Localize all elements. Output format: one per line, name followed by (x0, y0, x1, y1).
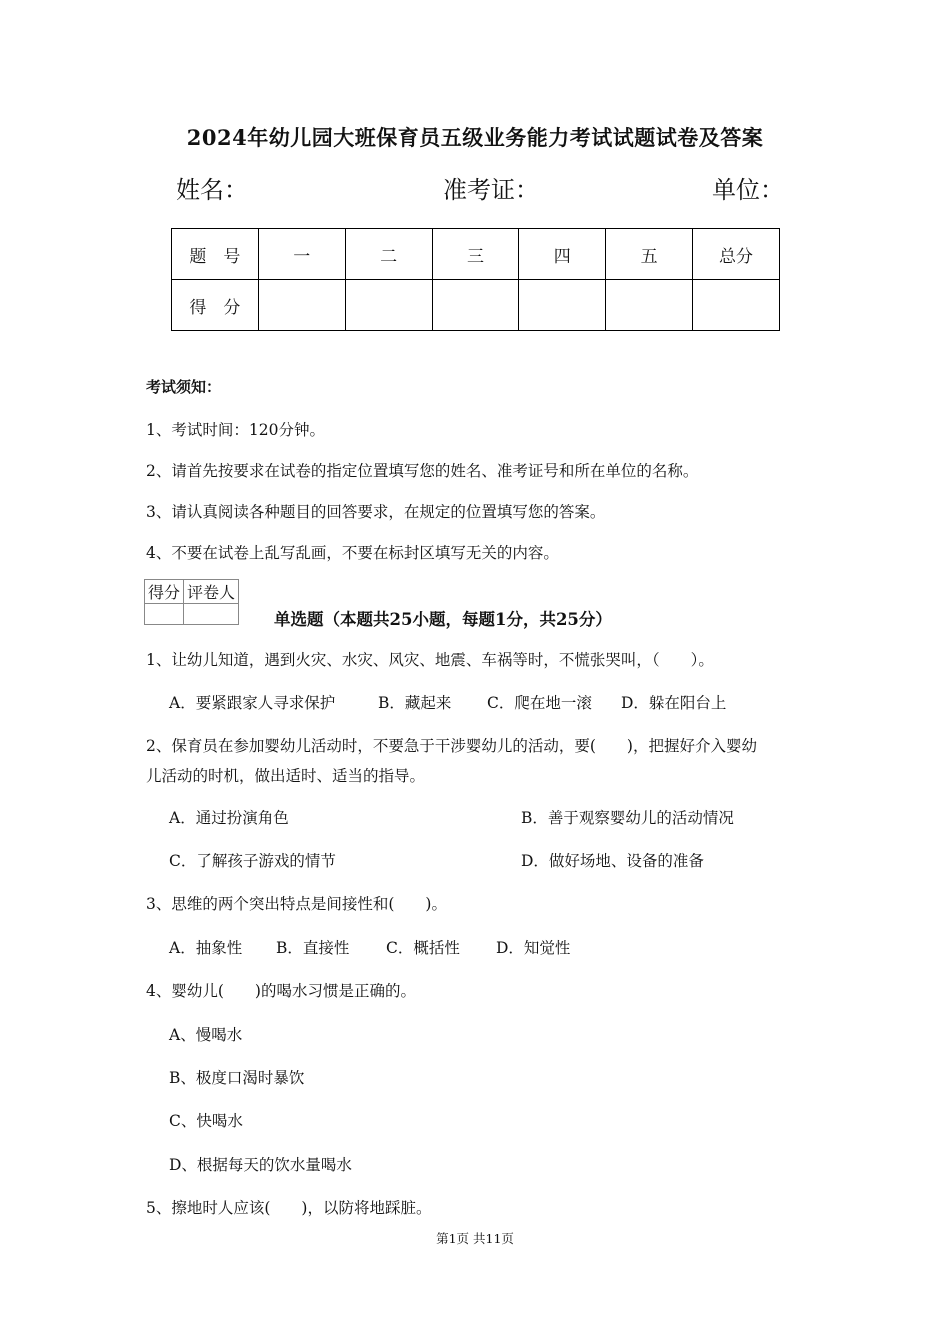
question-3-stem: 3、思维的两个突出特点是间接性和( )。 (146, 895, 447, 913)
question-1-option-b: B．藏起来 (378, 694, 452, 712)
page-title: 2024年幼儿园大班保育员五级业务能力考试试题试卷及答案 (186, 125, 764, 150)
question-1-option-d: D．躲在阳台上 (621, 694, 727, 712)
header-cell: 总分 (693, 229, 780, 280)
question-2-stem-line2: 儿活动的时机，做出适时、适当的指导。 (146, 767, 426, 785)
section-title: 单选题（本题共25小题，每题1分，共25分） (274, 610, 612, 629)
question-4-option-d: D、根据每天的饮水量喝水 (169, 1156, 352, 1174)
question-3-option-a: A．抽象性 (169, 939, 243, 957)
grader-score-label: 得分 (145, 580, 184, 604)
header-cell: 题 号 (172, 229, 259, 280)
header-cell: 三 (432, 229, 519, 280)
score-table-score-row (172, 280, 780, 331)
exam-id-label: 准考证： (443, 176, 539, 204)
question-3-option-b: B．直接性 (276, 939, 350, 957)
score-cell (345, 280, 432, 331)
score-table-header-row (172, 229, 780, 280)
notice-item: 3、请认真阅读各种题目的回答要求，在规定的位置填写您的答案。 (146, 503, 606, 521)
question-4-option-c: C、快喝水 (169, 1112, 243, 1130)
question-3-option-c: C．概括性 (386, 939, 460, 957)
score-cell (432, 280, 519, 331)
score-cell (606, 280, 693, 331)
score-row-label: 得 分 (172, 280, 259, 331)
score-cell (693, 280, 780, 331)
unit-label: 单位： (712, 176, 784, 204)
grader-name-cell (184, 604, 239, 625)
question-2-option-c: C．了解孩子游戏的情节 (169, 852, 336, 870)
header-cell: 一 (258, 229, 345, 280)
question-4-stem: 4、婴幼儿( )的喝水习惯是正确的。 (146, 982, 416, 1000)
question-1-option-c: C．爬在地一滚 (487, 694, 592, 712)
question-2-option-b: B．善于观察婴幼儿的活动情况 (521, 809, 734, 827)
grader-label: 评卷人 (184, 580, 239, 604)
grader-box (144, 579, 239, 625)
question-4-option-b: B、极度口渴时暴饮 (169, 1069, 305, 1087)
header-cell: 五 (606, 229, 693, 280)
notice-item: 4、不要在试卷上乱写乱画，不要在标封区填写无关的内容。 (146, 544, 559, 562)
notice-heading: 考试须知： (146, 378, 222, 396)
score-cell (519, 280, 606, 331)
question-3-option-d: D．知觉性 (496, 939, 571, 957)
question-2-option-d: D．做好场地、设备的准备 (521, 852, 704, 870)
notice-item: 2、请首先按要求在试卷的指定位置填写您的姓名、准考证号和所在单位的名称。 (146, 462, 699, 480)
question-5-stem: 5、擦地时人应该( )，以防将地踩脏。 (146, 1199, 432, 1217)
question-1-stem: 1、让幼儿知道，遇到火灾、水灾、风灾、地震、车祸等时，不慌张哭叫，（ ）。 (146, 651, 714, 669)
question-1-option-a: A．要紧跟家人寻求保护 (169, 694, 336, 712)
page-footer: 第1页 共11页 (436, 1231, 514, 1246)
question-2-stem-line1: 2、保育员在参加婴幼儿活动时，不要急于干涉婴幼儿的活动，要( )，把握好介入婴幼 (146, 737, 757, 755)
header-cell: 二 (345, 229, 432, 280)
grader-score-cell (145, 604, 184, 625)
header-cell: 四 (519, 229, 606, 280)
question-2-option-a: A．通过扮演角色 (169, 809, 289, 827)
score-table (171, 228, 780, 331)
question-4-option-a: A、慢喝水 (169, 1026, 243, 1044)
score-cell (258, 280, 345, 331)
name-label: 姓名： (176, 176, 248, 204)
notice-item: 1、考试时间：120分钟。 (146, 421, 325, 439)
